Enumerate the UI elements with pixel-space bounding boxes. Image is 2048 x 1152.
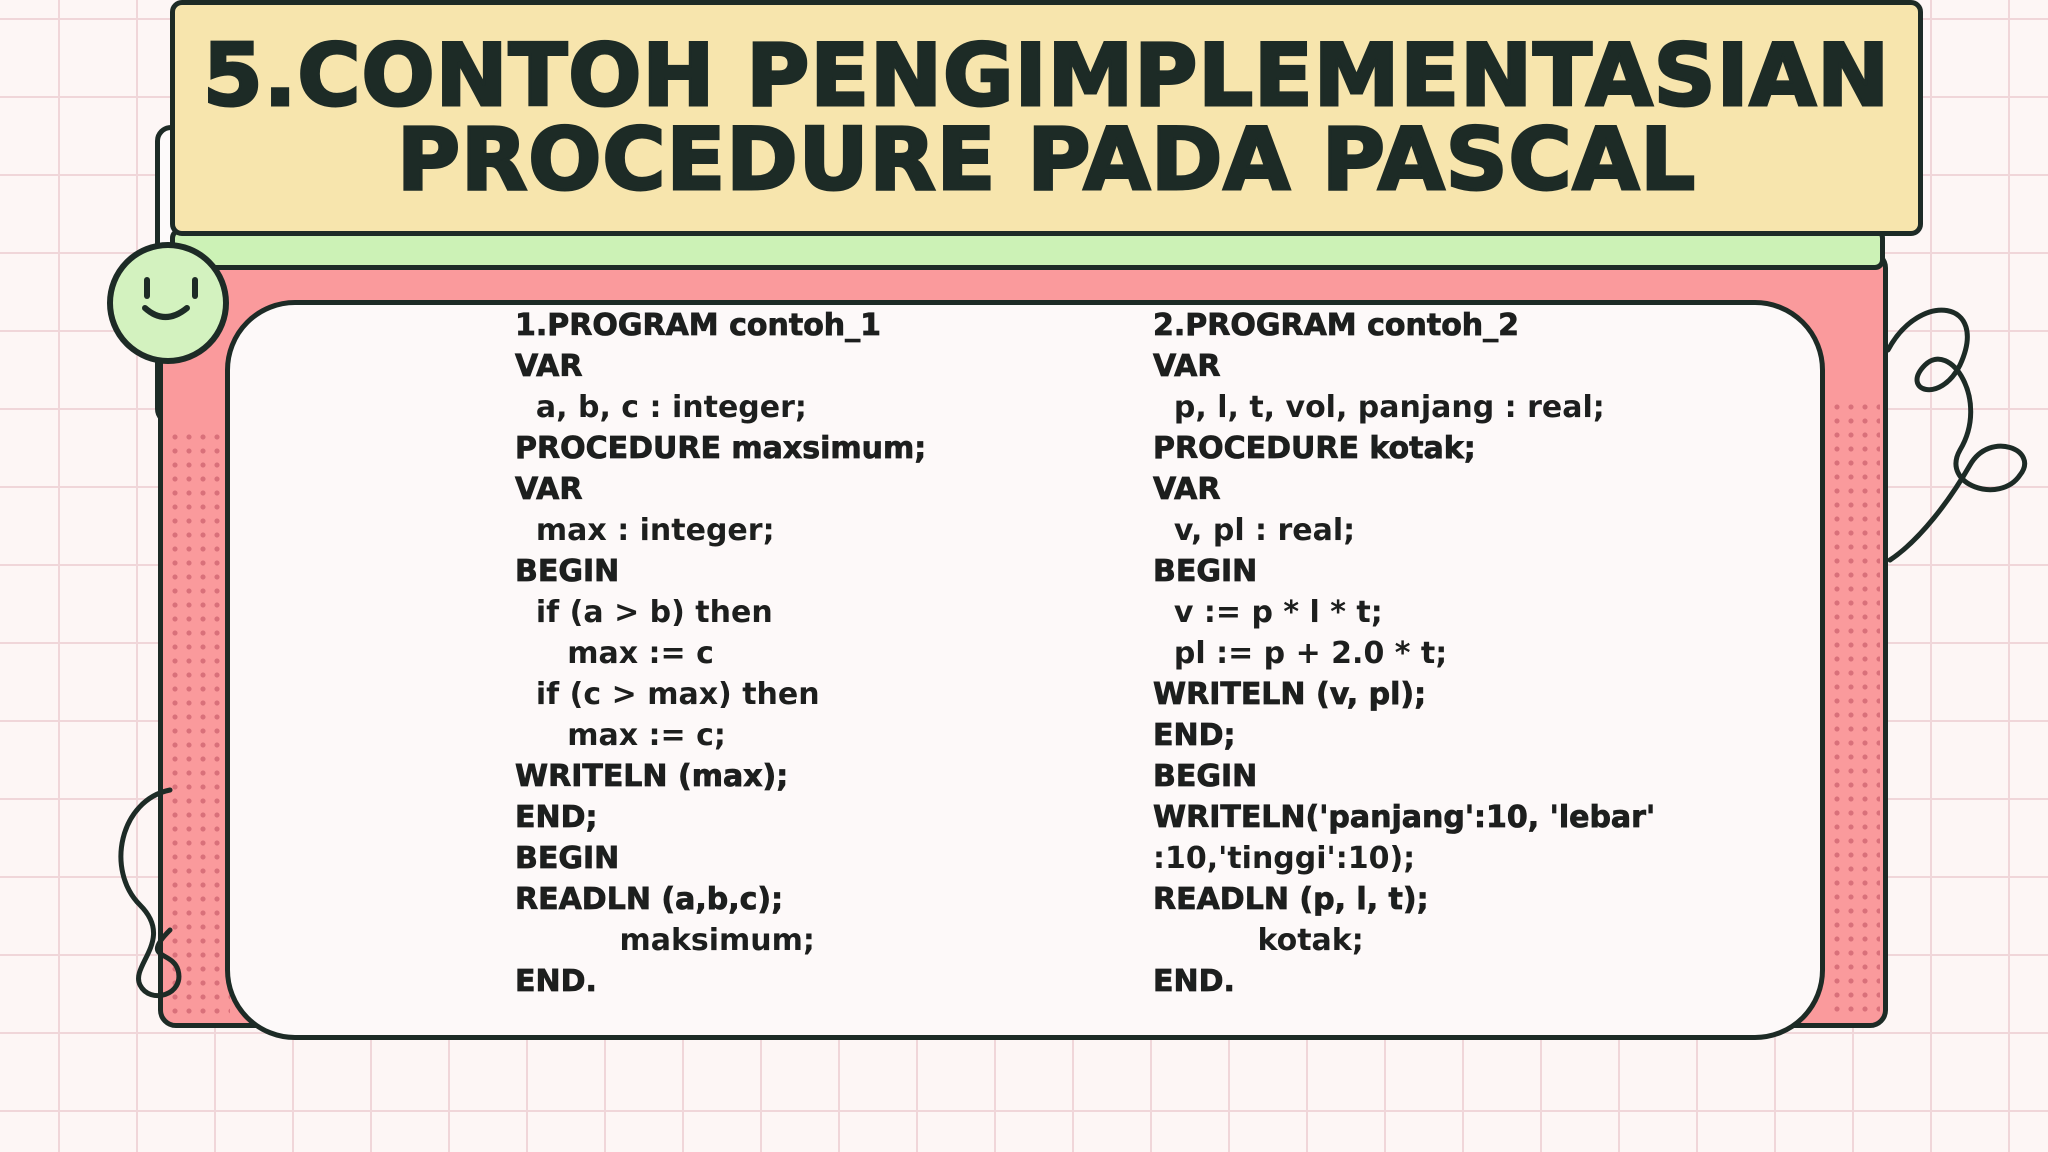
code-line: END; — [515, 800, 598, 835]
dot-pattern-right — [1830, 400, 1880, 1020]
code-line: BEGIN — [515, 841, 620, 876]
code-column-right — [1153, 305, 1655, 1002]
code-line: READLN (p, l, t); — [1153, 882, 1429, 917]
code-line: maksimum; — [515, 923, 815, 958]
code-line: END. — [515, 964, 597, 999]
code-line: WRITELN (v, pl); — [1153, 677, 1427, 712]
code-line: END; — [1153, 718, 1236, 753]
code-line: if (a > b) then — [515, 595, 773, 630]
code-column-left — [515, 305, 926, 1002]
code-line: kotak; — [1153, 923, 1364, 958]
code-line: READLN (a,b,c); — [515, 882, 784, 917]
code-line: BEGIN — [1153, 554, 1258, 589]
code-line: PROCEDURE maxsimum; — [515, 431, 927, 466]
code-line: a, b, c : integer; — [515, 390, 807, 425]
code-line: VAR — [1153, 349, 1221, 384]
code-line: pl := p + 2.0 * t; — [1153, 636, 1448, 671]
squiggle-left-icon — [100, 780, 230, 1010]
code-line: VAR — [515, 349, 583, 384]
code-line: max := c; — [515, 718, 726, 753]
slide-title-line-1: 5.CONTOH PENGIMPLEMENTASIAN — [202, 26, 1891, 126]
code-line: END. — [1153, 964, 1235, 999]
smiley-face-icon — [105, 240, 231, 366]
code-line: if (c > max) then — [515, 677, 820, 712]
code-line: max : integer; — [515, 513, 775, 548]
code-line: WRITELN (max); — [515, 759, 789, 794]
code-line: PROCEDURE kotak; — [1153, 431, 1476, 466]
code-line: v := p * l * t; — [1153, 595, 1383, 630]
title-banner — [170, 0, 1923, 236]
code-line: BEGIN — [1153, 759, 1258, 794]
code-line: 2.PROGRAM contoh_2 — [1153, 308, 1520, 343]
code-line: v, pl : real; — [1153, 513, 1356, 548]
slide-title-line-2: PROCEDURE PADA PASCAL — [396, 110, 1697, 210]
code-line: BEGIN — [515, 554, 620, 589]
code-line: :10,'tinggi':10); — [1153, 841, 1416, 876]
code-line: VAR — [515, 472, 583, 507]
code-line: VAR — [1153, 472, 1221, 507]
squiggle-right-icon — [1880, 290, 2048, 580]
code-line: max := c — [515, 636, 714, 671]
code-line: p, l, t, vol, panjang : real; — [1153, 390, 1605, 425]
code-line: WRITELN('panjang':10, 'lebar' — [1153, 800, 1656, 835]
code-line: 1.PROGRAM contoh_1 — [515, 308, 882, 343]
